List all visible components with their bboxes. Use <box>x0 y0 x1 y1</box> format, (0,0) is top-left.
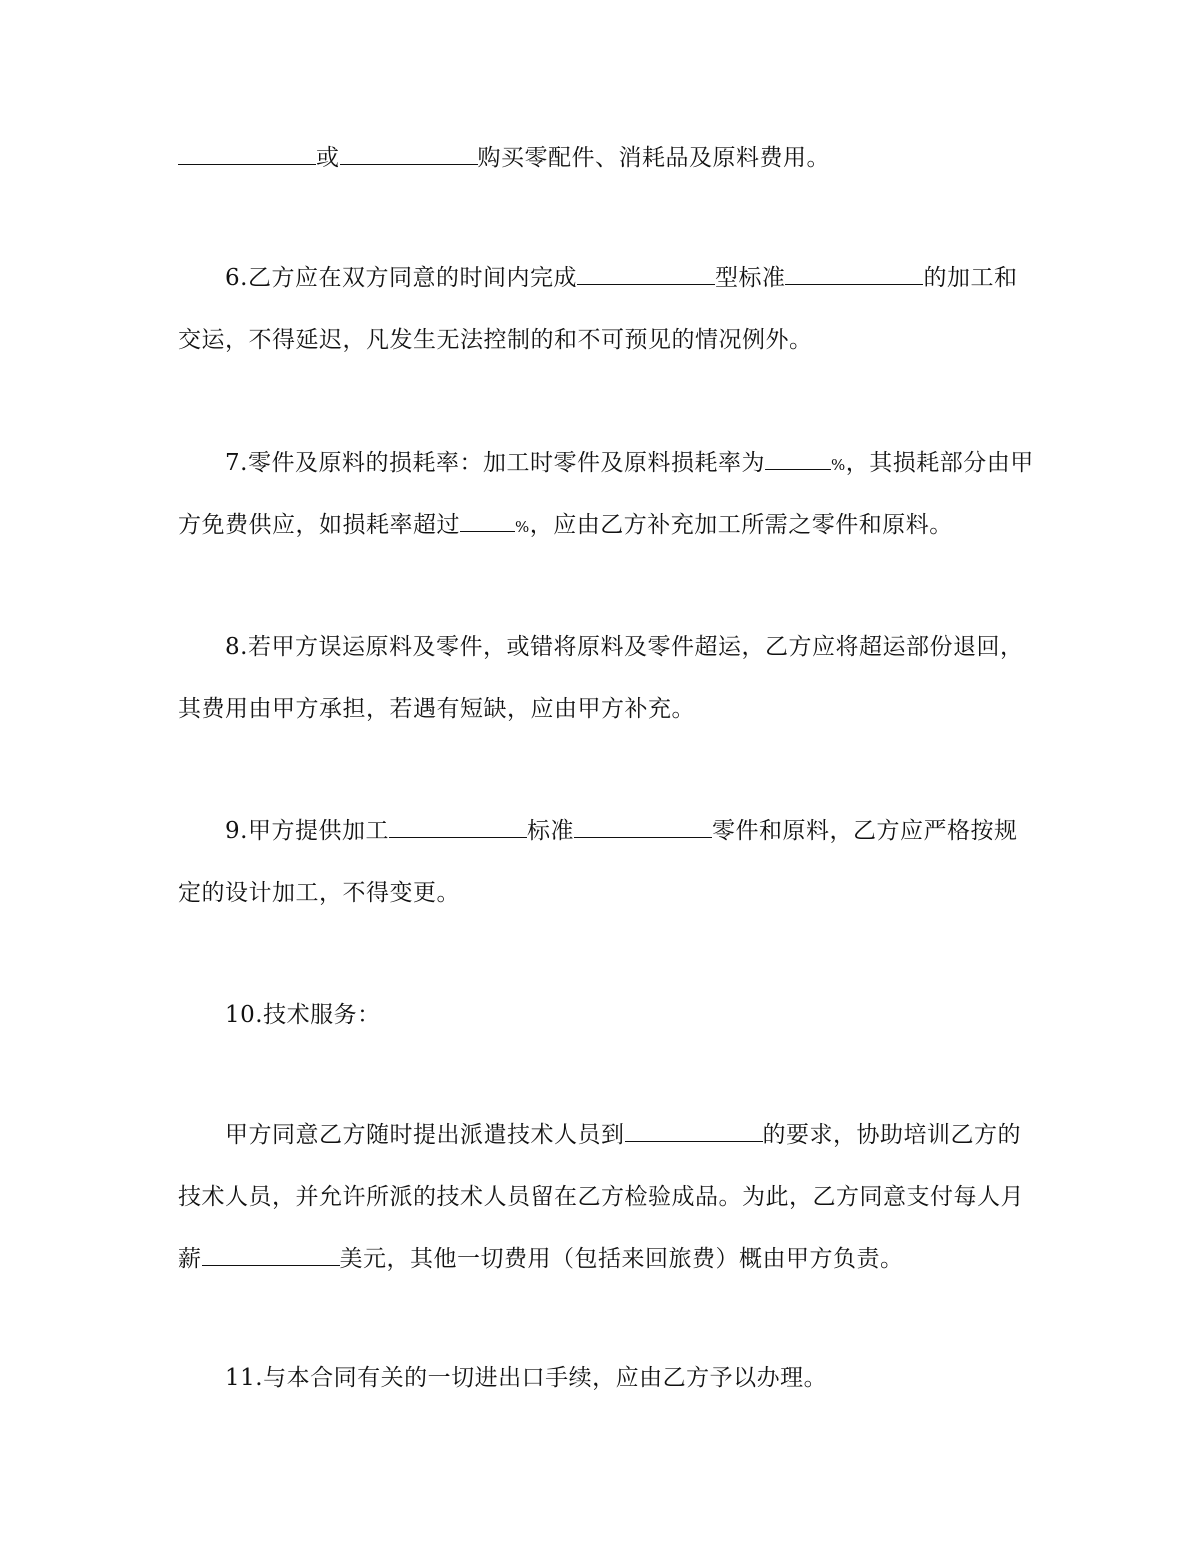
clause-11 <box>178 1347 1028 1409</box>
percent-sign: % <box>830 456 846 474</box>
clause-text: ，其损耗部分由甲 <box>845 450 1034 476</box>
clause-text: 美元，其他一切费用（包括来回旅费）概由甲方负责。 <box>339 1246 904 1272</box>
clause-5-continuation <box>178 127 1028 189</box>
clause-10-line-1 <box>178 1104 1028 1166</box>
blank-field[interactable] <box>625 1121 763 1142</box>
clause-text: 6.乙方应在双方同意的时间内完成 <box>225 265 577 291</box>
clause-6-line-2: 交运，不得延迟，凡发生无法控制的和不可预见的情况例外。 <box>178 327 813 353</box>
clause-8 <box>178 616 1028 740</box>
clause-8-line-2: 其费用由甲方承担，若遇有短缺，应由甲方补充。 <box>178 696 695 722</box>
blank-field[interactable] <box>178 144 316 165</box>
clause-7-line-1 <box>178 432 1034 494</box>
blank-field[interactable] <box>202 1245 340 1266</box>
clause-9-line-1 <box>178 800 1028 862</box>
blank-field[interactable] <box>574 817 712 838</box>
clause-9-line-2: 定的设计加工，不得变更。 <box>178 880 460 906</box>
clause-10-line-3 <box>178 1228 1028 1290</box>
clause-5-line-1 <box>178 127 1028 189</box>
clause-9 <box>178 800 1028 924</box>
blank-field[interactable] <box>389 817 527 838</box>
clause-text: 的加工和 <box>923 265 1018 291</box>
clause-6-line-1 <box>178 247 1028 309</box>
clause-7 <box>178 432 1034 556</box>
clause-6 <box>178 247 1028 371</box>
clause-7-line-2 <box>178 494 1028 556</box>
clause-text: 型标准 <box>714 265 786 291</box>
percent-sign: % <box>515 518 530 536</box>
clause-text: 零件和原料，乙方应严格按规 <box>711 818 1018 844</box>
clause-text: 或 <box>316 145 340 171</box>
clause-text: ，应由乙方补充加工所需之零件和原料。 <box>529 512 953 538</box>
blank-field[interactable] <box>340 144 478 165</box>
clause-10-heading <box>178 984 1028 1046</box>
blank-field[interactable] <box>765 449 831 470</box>
clause-text: 标准 <box>526 818 574 844</box>
clause-text: 薪 <box>178 1246 202 1272</box>
blank-field[interactable] <box>785 264 923 285</box>
clause-text: 的要求，协助培训乙方的 <box>762 1122 1021 1148</box>
clause-text: 9.甲方提供加工 <box>225 818 389 844</box>
clause-text: 方免费供应，如损耗率超过 <box>178 512 460 538</box>
clause-10-line-2: 技术人员，并允许所派的技术人员留在乙方检验成品。为此，乙方同意支付每人月 <box>178 1184 1024 1210</box>
clause-text: 7.零件及原料的损耗率：加工时零件及原料损耗率为 <box>225 450 765 476</box>
clause-text: 甲方同意乙方随时提出派遣技术人员到 <box>225 1122 625 1148</box>
clause-10-title: 10.技术服务： <box>225 1002 381 1028</box>
clause-11-line-1: 11.与本合同有关的一切进出口手续，应由乙方予以办理。 <box>225 1365 828 1391</box>
blank-field[interactable] <box>460 511 515 532</box>
blank-field[interactable] <box>577 264 715 285</box>
clause-text: 购买零配件、消耗品及原料费用。 <box>477 145 830 171</box>
clause-10-body <box>178 1104 1028 1290</box>
clause-8-line-1: 8.若甲方误运原料及零件，或错将原料及零件超运，乙方应将超运部份退回， <box>225 634 1024 660</box>
